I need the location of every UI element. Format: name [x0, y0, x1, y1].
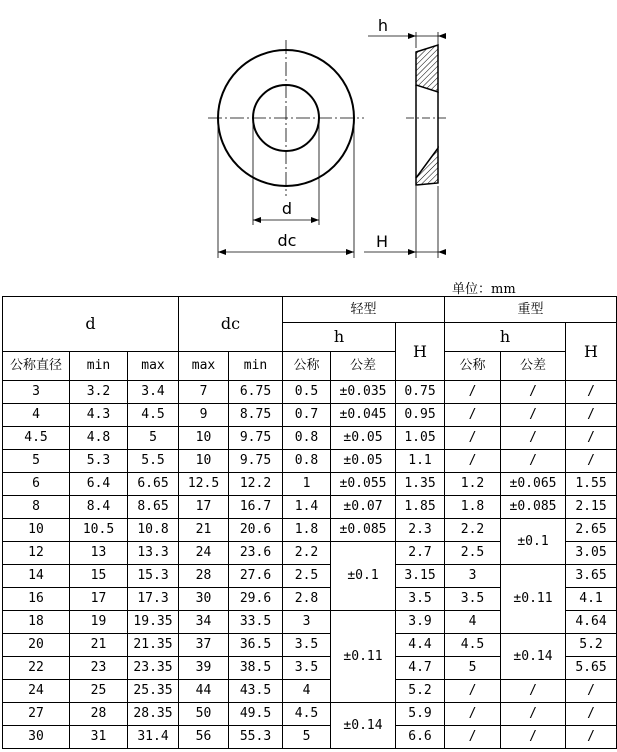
table-row: [3, 473, 617, 496]
cell-light-tolerance: ±0.035: [331, 381, 396, 404]
cell-dc-max: 12.5: [179, 473, 229, 496]
cell-d-max: 5.5: [128, 450, 179, 473]
cell-heavy-tolerance: ±0.11: [501, 565, 566, 634]
table-row: [3, 519, 617, 542]
table-body: [3, 297, 617, 749]
cell-heavy-h: 3.5: [445, 588, 501, 611]
cell-heavy-H: 5.65: [566, 657, 617, 680]
cell-heavy-h: /: [445, 680, 501, 703]
cell-light-h: 0.8: [283, 427, 331, 450]
cell-light-h: 3: [283, 611, 331, 634]
cell-dc-max: 10: [179, 450, 229, 473]
cell-heavy-h: /: [445, 450, 501, 473]
cell-light-H: 4.7: [396, 657, 445, 680]
cell-heavy-H: /: [566, 381, 617, 404]
cell-light-h: 2.8: [283, 588, 331, 611]
cell-heavy-h: /: [445, 404, 501, 427]
cell-heavy-h: /: [445, 703, 501, 726]
cell-light-H: 3.9: [396, 611, 445, 634]
cell-dc-max: 17: [179, 496, 229, 519]
cell-d-min: 10.5: [70, 519, 128, 542]
h-dimension-label: h: [377, 16, 389, 35]
cell-dc-min: 9.75: [229, 427, 283, 450]
cell-d-max: 4.5: [128, 404, 179, 427]
header-dc-min: min: [229, 352, 283, 381]
cell-d-min: 3.2: [70, 381, 128, 404]
header-dc: dc: [179, 297, 283, 352]
cell-dc-min: 23.6: [229, 542, 283, 565]
table-row: [3, 703, 617, 726]
cell-dc-min: 12.2: [229, 473, 283, 496]
cell-dc-min: 9.75: [229, 450, 283, 473]
cell-heavy-h: 2.2: [445, 519, 501, 542]
cell-heavy-H: 4.64: [566, 611, 617, 634]
cell-light-tolerance: ±0.05: [331, 427, 396, 450]
cell-light-H: 5.2: [396, 680, 445, 703]
cell-nominal-diameter: 4.5: [3, 427, 70, 450]
cell-dc-max: 39: [179, 657, 229, 680]
cell-d-max: 19.35: [128, 611, 179, 634]
cell-heavy-tolerance: /: [501, 404, 566, 427]
d-dimension-label: d: [281, 199, 293, 218]
cell-dc-max: 24: [179, 542, 229, 565]
washer-drawing: [0, 0, 617, 280]
cell-heavy-H: /: [566, 680, 617, 703]
cell-dc-max: 44: [179, 680, 229, 703]
cell-d-min: 4.3: [70, 404, 128, 427]
cell-light-H: 1.05: [396, 427, 445, 450]
header-d: d: [3, 297, 179, 352]
cell-dc-min: 20.6: [229, 519, 283, 542]
table-row: [3, 427, 617, 450]
cell-dc-min: 6.75: [229, 381, 283, 404]
side-view: [364, 32, 448, 258]
cell-d-min: 31: [70, 726, 128, 749]
cell-heavy-H: 1.55: [566, 473, 617, 496]
cell-heavy-h: 4.5: [445, 634, 501, 657]
cell-d-max: 8.65: [128, 496, 179, 519]
cell-d-min: 4.8: [70, 427, 128, 450]
cell-nominal-diameter: 4: [3, 404, 70, 427]
cell-heavy-tolerance: ±0.14: [501, 634, 566, 680]
header-d-min: min: [70, 352, 128, 381]
cell-heavy-H: /: [566, 450, 617, 473]
cell-d-max: 5: [128, 427, 179, 450]
cell-nominal-diameter: 12: [3, 542, 70, 565]
cell-light-H: 0.95: [396, 404, 445, 427]
cell-dc-max: 50: [179, 703, 229, 726]
table-row: [3, 404, 617, 427]
cell-d-min: 21: [70, 634, 128, 657]
cell-dc-max: 56: [179, 726, 229, 749]
cell-light-tolerance: ±0.05: [331, 450, 396, 473]
cell-d-min: 5.3: [70, 450, 128, 473]
cell-nominal-diameter: 24: [3, 680, 70, 703]
cell-heavy-h: 2.5: [445, 542, 501, 565]
cell-d-min: 15: [70, 565, 128, 588]
header-nominal-diameter: 公称直径: [3, 352, 70, 381]
cell-d-max: 17.3: [128, 588, 179, 611]
cell-nominal-diameter: 8: [3, 496, 70, 519]
cell-heavy-tolerance: /: [501, 680, 566, 703]
cell-d-max: 21.35: [128, 634, 179, 657]
header-light-H: H: [396, 323, 445, 381]
header-heavy-h: h: [445, 323, 566, 352]
cell-dc-min: 43.5: [229, 680, 283, 703]
cell-heavy-H: /: [566, 703, 617, 726]
H-dimension-label: H: [375, 232, 389, 251]
cell-light-tolerance: ±0.14: [331, 703, 396, 749]
cell-light-h: 0.5: [283, 381, 331, 404]
header-row-1: [3, 297, 617, 323]
cell-d-min: 8.4: [70, 496, 128, 519]
cell-nominal-diameter: 6: [3, 473, 70, 496]
cell-heavy-H: 3.05: [566, 542, 617, 565]
cell-heavy-tolerance: /: [501, 427, 566, 450]
cell-nominal-diameter: 30: [3, 726, 70, 749]
cell-d-max: 15.3: [128, 565, 179, 588]
cell-d-max: 13.3: [128, 542, 179, 565]
cell-dc-max: 34: [179, 611, 229, 634]
cell-dc-max: 21: [179, 519, 229, 542]
cell-d-min: 19: [70, 611, 128, 634]
cell-heavy-h: /: [445, 381, 501, 404]
cell-d-min: 6.4: [70, 473, 128, 496]
cell-light-H: 6.6: [396, 726, 445, 749]
cell-dc-min: 55.3: [229, 726, 283, 749]
header-d-max: max: [128, 352, 179, 381]
header-row-3: [3, 352, 617, 381]
header-heavy-nominal: 公称: [445, 352, 501, 381]
header-light-h: h: [283, 323, 396, 352]
cell-light-tolerance: ±0.055: [331, 473, 396, 496]
table-row: [3, 450, 617, 473]
cell-heavy-tolerance: /: [501, 381, 566, 404]
cell-dc-max: 10: [179, 427, 229, 450]
cell-dc-min: 29.6: [229, 588, 283, 611]
cell-light-h: 4.5: [283, 703, 331, 726]
cell-light-h: 1.4: [283, 496, 331, 519]
cell-light-tolerance: ±0.045: [331, 404, 396, 427]
table-row: [3, 565, 617, 588]
header-dc-max: max: [179, 352, 229, 381]
cell-light-tolerance: ±0.11: [331, 611, 396, 703]
cell-d-min: 17: [70, 588, 128, 611]
cell-dc-min: 33.5: [229, 611, 283, 634]
cell-light-h: 0.7: [283, 404, 331, 427]
header-light-tolerance: 公差: [331, 352, 396, 381]
cell-light-H: 3.15: [396, 565, 445, 588]
cell-heavy-tolerance: /: [501, 450, 566, 473]
cell-nominal-diameter: 14: [3, 565, 70, 588]
cell-d-max: 23.35: [128, 657, 179, 680]
cell-light-h: 5: [283, 726, 331, 749]
cell-light-H: 2.3: [396, 519, 445, 542]
cell-d-max: 25.35: [128, 680, 179, 703]
cell-dc-max: 7: [179, 381, 229, 404]
cell-light-H: 1.35: [396, 473, 445, 496]
dc-dimension-label: dc: [277, 231, 297, 250]
cell-light-h: 3.5: [283, 657, 331, 680]
cell-d-max: 3.4: [128, 381, 179, 404]
cell-light-h: 3.5: [283, 634, 331, 657]
cell-dc-max: 28: [179, 565, 229, 588]
cell-heavy-H: /: [566, 726, 617, 749]
cell-light-H: 2.7: [396, 542, 445, 565]
header-heavy-tolerance: 公差: [501, 352, 566, 381]
cell-heavy-tolerance: ±0.1: [501, 519, 566, 565]
dimension-table: [2, 296, 617, 749]
cell-heavy-h: 5: [445, 657, 501, 680]
cell-heavy-h: /: [445, 427, 501, 450]
cell-nominal-diameter: 10: [3, 519, 70, 542]
cell-heavy-tolerance: /: [501, 703, 566, 726]
cell-heavy-tolerance: /: [501, 726, 566, 749]
cell-dc-min: 8.75: [229, 404, 283, 427]
cell-light-tolerance: ±0.1: [331, 542, 396, 611]
header-heavy-H: H: [566, 323, 617, 381]
cell-nominal-diameter: 20: [3, 634, 70, 657]
cell-dc-max: 30: [179, 588, 229, 611]
cell-light-H: 0.75: [396, 381, 445, 404]
cell-d-max: 28.35: [128, 703, 179, 726]
cell-light-h: 2.5: [283, 565, 331, 588]
cell-light-H: 3.5: [396, 588, 445, 611]
cell-dc-min: 16.7: [229, 496, 283, 519]
cell-d-min: 23: [70, 657, 128, 680]
cell-heavy-h: 1.2: [445, 473, 501, 496]
table-row: [3, 726, 617, 749]
header-light-nominal: 公称: [283, 352, 331, 381]
cell-dc-max: 37: [179, 634, 229, 657]
cell-nominal-diameter: 3: [3, 381, 70, 404]
header-light: 轻型: [283, 297, 445, 323]
cell-dc-min: 36.5: [229, 634, 283, 657]
header-heavy: 重型: [445, 297, 617, 323]
cell-heavy-H: /: [566, 427, 617, 450]
cell-heavy-H: 3.65: [566, 565, 617, 588]
cell-d-min: 28: [70, 703, 128, 726]
cell-dc-min: 38.5: [229, 657, 283, 680]
cell-nominal-diameter: 5: [3, 450, 70, 473]
cell-d-min: 13: [70, 542, 128, 565]
cell-light-tolerance: ±0.085: [331, 519, 396, 542]
cell-light-h: 4: [283, 680, 331, 703]
cell-light-h: 2.2: [283, 542, 331, 565]
table-row: [3, 634, 617, 657]
cell-dc-min: 49.5: [229, 703, 283, 726]
cell-heavy-H: /: [566, 404, 617, 427]
cell-light-h: 0.8: [283, 450, 331, 473]
cell-heavy-h: /: [445, 726, 501, 749]
front-view: [208, 40, 364, 258]
cell-nominal-diameter: 18: [3, 611, 70, 634]
cell-heavy-H: 4.1: [566, 588, 617, 611]
cell-light-H: 4.4: [396, 634, 445, 657]
cell-d-max: 6.65: [128, 473, 179, 496]
cell-dc-min: 27.6: [229, 565, 283, 588]
table-row: [3, 496, 617, 519]
cell-heavy-H: 2.15: [566, 496, 617, 519]
cell-light-tolerance: ±0.07: [331, 496, 396, 519]
cell-d-max: 10.8: [128, 519, 179, 542]
cell-heavy-h: 1.8: [445, 496, 501, 519]
cell-dc-max: 9: [179, 404, 229, 427]
cell-heavy-tolerance: ±0.065: [501, 473, 566, 496]
cell-light-H: 5.9: [396, 703, 445, 726]
cell-nominal-diameter: 16: [3, 588, 70, 611]
cell-heavy-h: 4: [445, 611, 501, 634]
table-row: [3, 381, 617, 404]
cell-heavy-H: 2.65: [566, 519, 617, 542]
cell-light-H: 1.85: [396, 496, 445, 519]
cell-heavy-h: 3: [445, 565, 501, 588]
cell-d-min: 25: [70, 680, 128, 703]
cell-light-H: 1.1: [396, 450, 445, 473]
cell-heavy-H: 5.2: [566, 634, 617, 657]
cell-light-h: 1: [283, 473, 331, 496]
cell-light-h: 1.8: [283, 519, 331, 542]
cell-d-max: 31.4: [128, 726, 179, 749]
cell-nominal-diameter: 27: [3, 703, 70, 726]
unit-label: 单位：mm: [452, 282, 516, 297]
cell-nominal-diameter: 22: [3, 657, 70, 680]
cell-heavy-tolerance: ±0.085: [501, 496, 566, 519]
table-row: [3, 680, 617, 703]
